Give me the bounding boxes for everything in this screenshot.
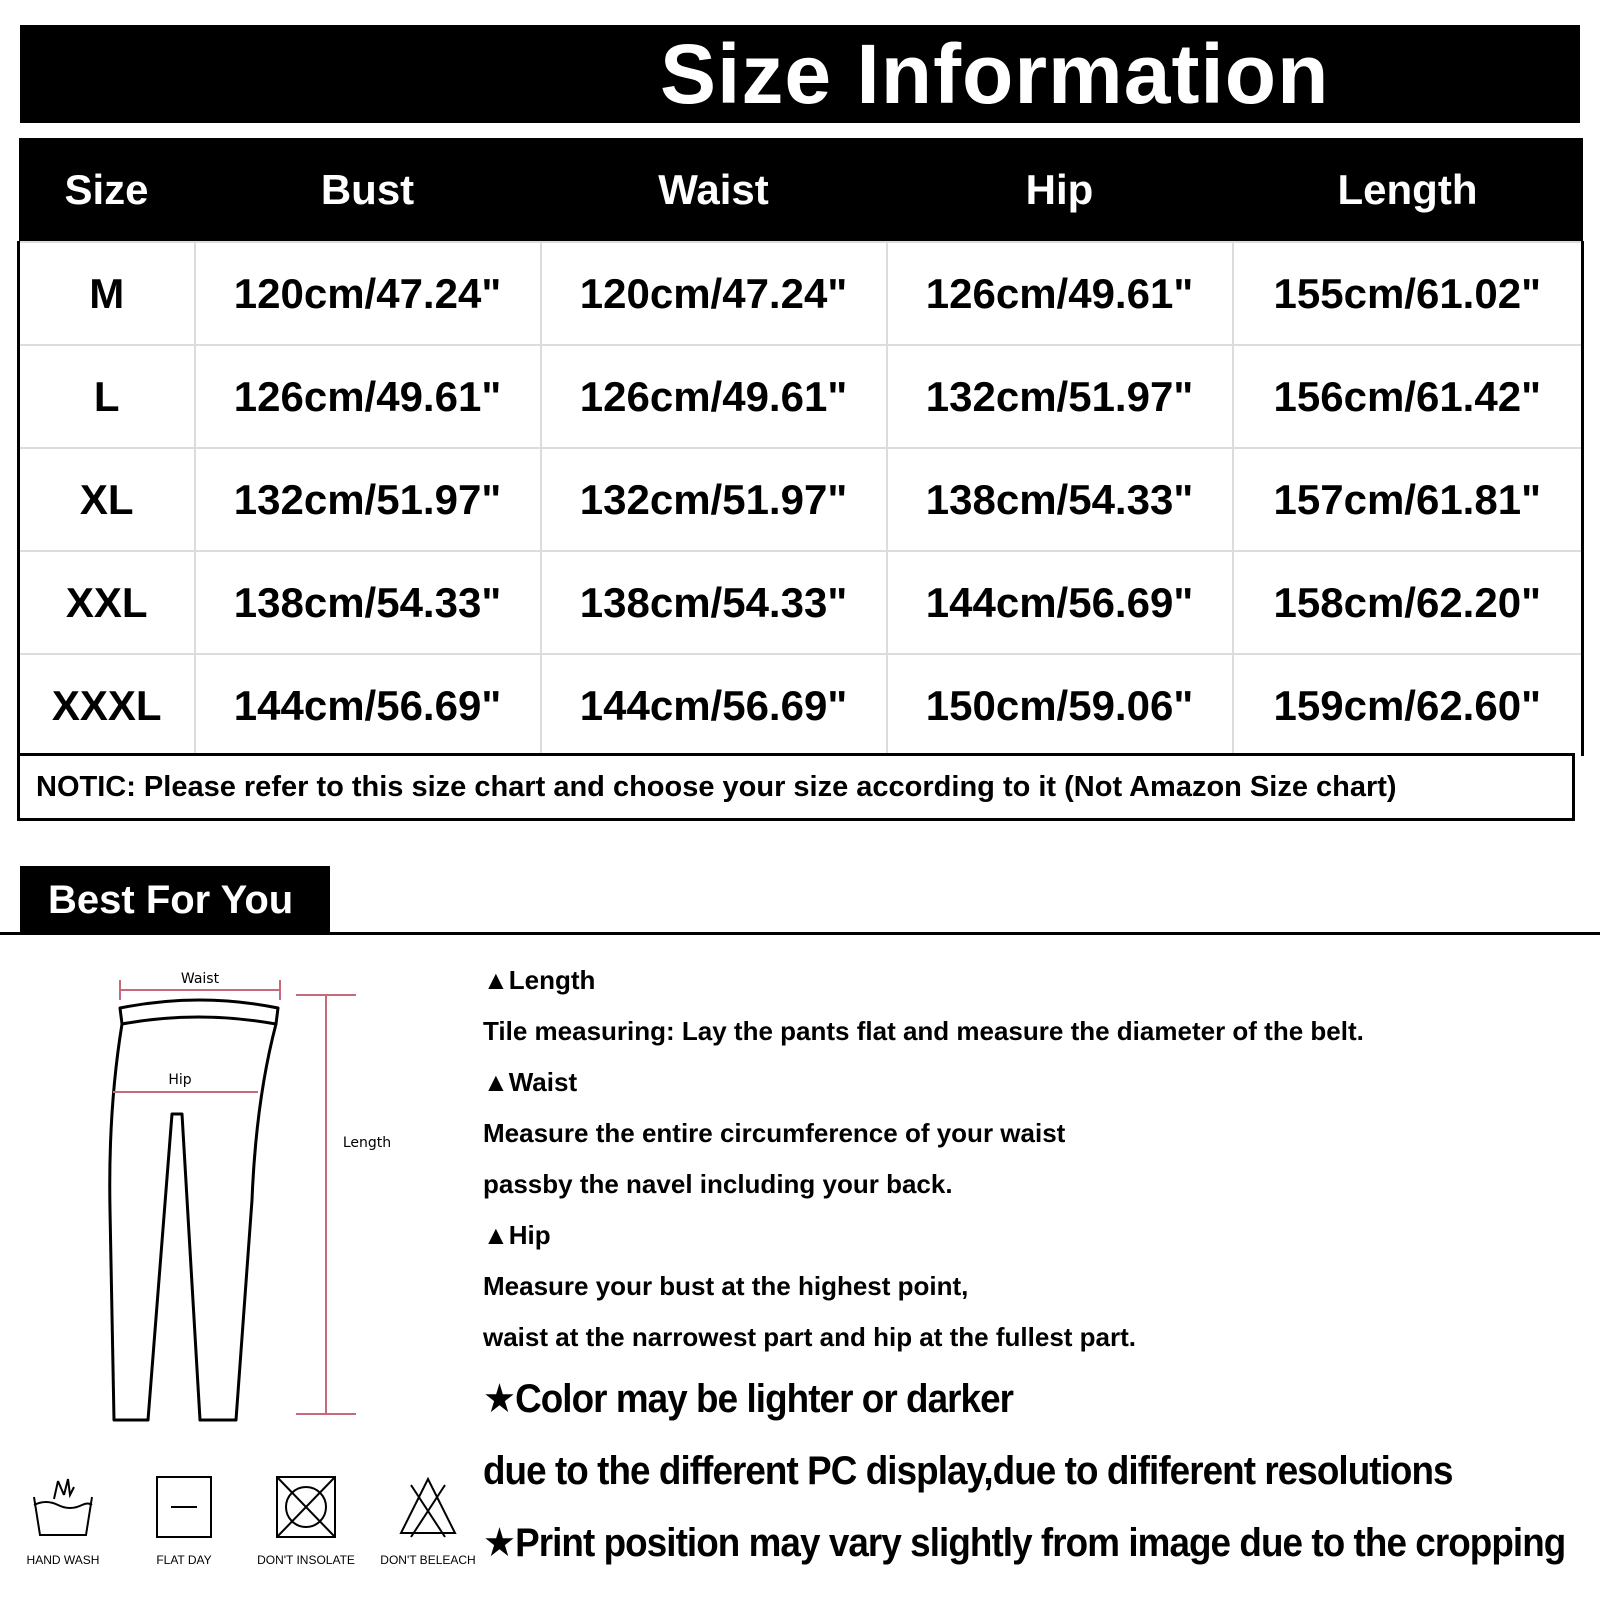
bust-cell: 132cm/51.97" xyxy=(195,448,541,551)
waist-cell: 138cm/54.33" xyxy=(541,551,887,654)
bust-cell: 126cm/49.61" xyxy=(195,345,541,448)
table-row xyxy=(19,448,1583,551)
measurement-instructions xyxy=(483,955,1593,1579)
flat-dry-icon xyxy=(149,1475,219,1539)
care-dont-bleach xyxy=(373,1475,483,1567)
title-banner xyxy=(20,25,1580,123)
care-hand-wash xyxy=(8,1475,118,1567)
display-note: due to the different PC display,due to dififerent resolutions xyxy=(483,1449,1453,1493)
length-cell: 158cm/62.20" xyxy=(1233,551,1583,654)
hip-cell: 144cm/56.69" xyxy=(887,551,1233,654)
size-cell: M xyxy=(19,242,195,345)
hip-text: waist at the narrowest part and hip at the fullest part. xyxy=(483,1322,1136,1352)
header-length: Length xyxy=(1233,138,1583,242)
waist-cell: 126cm/49.61" xyxy=(541,345,887,448)
dont-insolate-label: DON'T INSOLATE xyxy=(257,1553,355,1567)
section-divider xyxy=(0,932,1600,935)
page-title: Size Information xyxy=(660,27,1330,121)
size-table xyxy=(17,138,1584,756)
table-header-row xyxy=(19,138,1583,242)
waist-text: passby the navel including your back. xyxy=(483,1169,953,1199)
size-cell: XL xyxy=(19,448,195,551)
header-size: Size xyxy=(19,138,195,242)
waist-cell: 144cm/56.69" xyxy=(541,654,887,756)
length-cell: 156cm/61.42" xyxy=(1233,345,1583,448)
hip-cell: 132cm/51.97" xyxy=(887,345,1233,448)
header-waist: Waist xyxy=(541,138,887,242)
best-for-you-label: Best For You xyxy=(20,866,330,934)
waist-figure-label: Waist xyxy=(180,971,220,987)
care-flat-day xyxy=(129,1475,239,1567)
waist-cell: 132cm/51.97" xyxy=(541,448,887,551)
length-cell: 157cm/61.81" xyxy=(1233,448,1583,551)
length-cell: 159cm/62.60" xyxy=(1233,654,1583,756)
print-position-note: ★Print position may vary slightly from image due to the cropping xyxy=(483,1521,1566,1565)
hip-text: Measure your bust at the highest point, xyxy=(483,1271,969,1301)
length-heading: ▲Length xyxy=(483,965,596,995)
waist-text: Measure the entire circumference of your waist xyxy=(483,1118,1066,1148)
size-cell: XXL xyxy=(19,551,195,654)
table-row xyxy=(19,345,1583,448)
size-cell: L xyxy=(19,345,195,448)
length-figure-label: Length xyxy=(342,1135,392,1151)
hand-wash-icon xyxy=(28,1475,98,1539)
table-row xyxy=(19,551,1583,654)
hip-cell: 138cm/54.33" xyxy=(887,448,1233,551)
table-row xyxy=(19,654,1583,756)
flat-day-label: FLAT DAY xyxy=(156,1553,212,1567)
hip-cell: 150cm/59.06" xyxy=(887,654,1233,756)
size-notice: NOTIC: Please refer to this size chart and choose your size according to it (Not Amazon Size chart) xyxy=(17,753,1575,821)
hand-wash-label: HAND WASH xyxy=(26,1553,100,1567)
care-dont-insolate xyxy=(251,1475,361,1567)
length-cell: 155cm/61.02" xyxy=(1233,242,1583,345)
pants-outline xyxy=(110,1024,276,1420)
bust-cell: 138cm/54.33" xyxy=(195,551,541,654)
waist-cell: 120cm/47.24" xyxy=(541,242,887,345)
bust-cell: 144cm/56.69" xyxy=(195,654,541,756)
dont-insolate-icon xyxy=(271,1475,341,1539)
waist-heading: ▲Waist xyxy=(483,1067,578,1097)
dont-bleach-icon xyxy=(393,1475,463,1539)
color-note: ★Color may be lighter or darker xyxy=(483,1377,1014,1421)
header-hip: Hip xyxy=(887,138,1233,242)
header-bust: Bust xyxy=(195,138,541,242)
hip-figure-label: Hip xyxy=(168,1072,192,1088)
waistband-outline xyxy=(120,1000,278,1024)
table-row xyxy=(19,242,1583,345)
hip-cell: 126cm/49.61" xyxy=(887,242,1233,345)
hip-heading: ▲Hip xyxy=(483,1220,551,1250)
bust-cell: 120cm/47.24" xyxy=(195,242,541,345)
size-cell: XXXL xyxy=(19,654,195,756)
dont-bleach-label: DON'T BELEACH xyxy=(380,1553,476,1567)
pants-measurement-diagram xyxy=(80,950,410,1430)
length-text: Tile measuring: Lay the pants flat and measure the diameter of the belt. xyxy=(483,1016,1364,1046)
